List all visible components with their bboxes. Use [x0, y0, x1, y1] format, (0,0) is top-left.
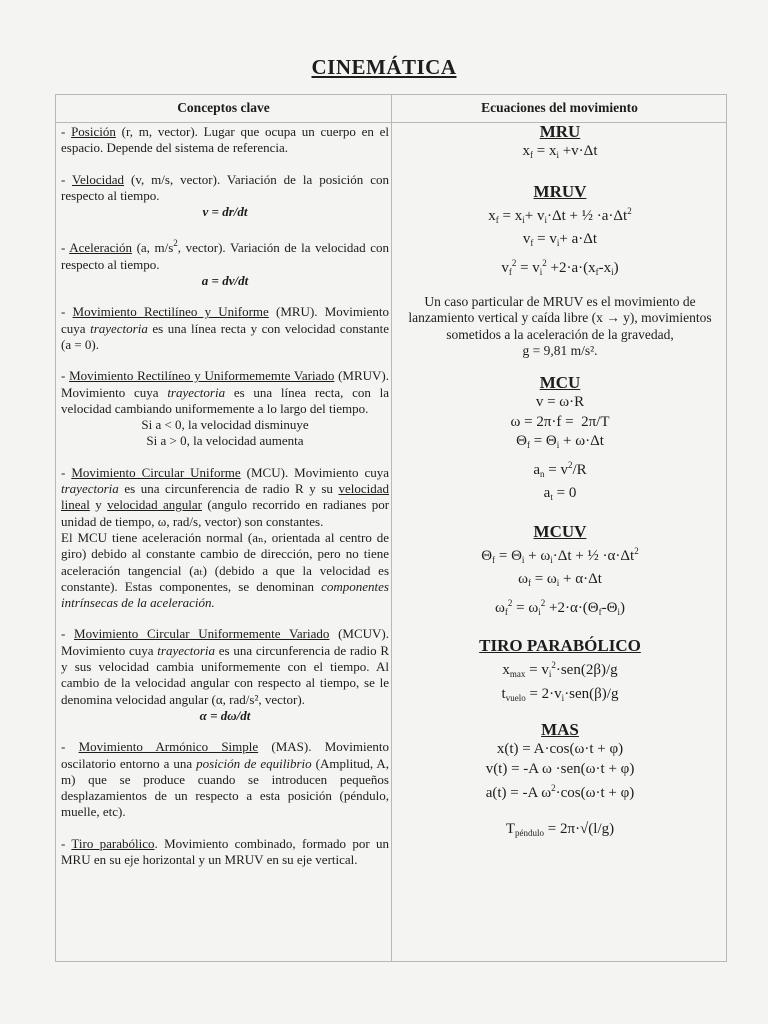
mcu-eq-5: $a_t = 0$ — [543, 485, 577, 503]
mas-eq-2: v(t) = -A ω ·sen(ω·t + φ) — [485, 760, 635, 777]
mas-eq-pendulo: $T_{péndulo} = 2\pi\cdot√(l/g)$ — [505, 820, 615, 838]
header-ecuaciones: Ecuaciones del movimiento — [481, 100, 638, 115]
mruv-eq-3: $v_f^2 = v_i^2 +2\cdot a\cdot(x_f-x_i)$ — [501, 257, 619, 277]
mruv-eq-2: $v_f = v_i+ a\cdot\Delta t$ — [522, 231, 598, 248]
concept-mcu: - Movimiento Circular Uniforme (MCU). Movimiento cuya trayectoria es una circunferencia de radio R y su velocidad lineal y velocidad angular (angulo recorrido en radianes por unidad de tiempo, ω, rad/s, vector) son constantes. — [61, 464, 390, 529]
mcuv-title: MCUV — [533, 521, 587, 541]
gravity-value: g = 9,81 m/s². — [522, 342, 598, 358]
mcuv-eq-2: $\omega_f = \omega_i + \alpha\cdot\Delta t$ — [518, 571, 602, 589]
mru-eq: $x_f = x_i +v\cdot\Delta t$ — [522, 143, 598, 160]
mruv-case-negative: Si a < 0, la velocidad disminuye — [141, 417, 309, 433]
mruv-eq-1: $x_f = x_i+ v_i\cdot\Delta t$ + ½ $\cdot a\cdot\Delta t^2$ — [488, 205, 632, 225]
mcu-eq-2: ω = 2π·f = 2π/T — [510, 413, 610, 430]
mcu-eq-3: $\Theta_f = \Theta_i + \omega\cdot\Delta t$ — [516, 433, 604, 451]
mcuv-eq-1: $\Theta_f = \Theta_i + \omega_i\cdot\Delta t$ + ½ $\cdot\alpha\cdot\Delta t^2$ — [481, 545, 639, 565]
concept-mcu-detail: El MCU tiene aceleración normal (aₙ, orientada al centro de giro) debido al constante cambio de dirección, pero no tiene aceleración tangencial (aₜ) (debido a que la velocidad es constante). Estas componentes, se denominan componentes intrínsecas de la aceleración. — [61, 529, 389, 611]
equations-column — [396, 122, 724, 843]
formula-velocidad: v = dr/dt — [202, 204, 248, 220]
mru-title: MRU — [539, 122, 581, 141]
concept-tiro: - Tiro parabólico. Movimiento combinado, formado por un MRU en su eje horizontal y un MRUV en su eje vertical. — [61, 835, 389, 867]
concept-posicion: - Posición (r, m, vector). Lugar que ocupa un cuerpo en el espacio. Depende del sistema de referencia. — [61, 124, 389, 156]
mruv-case-positive: Si a > 0, la velocidad aumenta — [146, 433, 304, 449]
page-title: CINEMÁTICA — [311, 55, 457, 79]
column-divider — [391, 95, 392, 961]
concept-mcuv: - Movimiento Circular Uniformemente Variado (MCUV). Movimiento cuya trayectoria es una circunferencia de radio R y sus velocidad cambia uniformemente con el tiempo. Al cambio de la velocidad angular con respecto al tiempo, se le denomina velocidad angular (α, rad/s², vector). — [61, 626, 389, 707]
concept-mas: - Movimiento Armónico Simple (MAS). Movimiento oscilatorio entorno a una posición de equilibrio (Amplitud, A, m) que se produce cuando se introducen pequeños desplazamientos de un respecto a esta posición (péndulo, muelle, etc). — [61, 739, 389, 820]
concepts-column — [61, 124, 389, 868]
concept-mru: - Movimiento Rectilíneo y Uniforme (MRU). Movimiento cuya trayectoria es una línea recta y con velocidad constante (a = 0). — [61, 304, 390, 352]
mcu-eq-4: $a_n = v^2/R$ — [533, 459, 587, 479]
tiro-eq-1: $x_{max} = v_i^2\cdot sen(2\beta)/g$ — [502, 660, 618, 680]
tiro-title: TIRO PARABÓLICO — [479, 636, 641, 656]
concept-velocidad: - Velocidad (v, m/s, vector). Variación de la posición con respecto al tiempo. — [61, 171, 389, 203]
formula-aceleracion: a = dv/dt — [201, 273, 249, 289]
mruv-note: Un caso particular de MRUV es el movimiento de lanzamiento vertical y caída libre (x → y), movimientos sometidos a la aceleración de la gravedad, — [408, 294, 712, 342]
concept-mruv: - Movimiento Rectilíneo y Uniformememte Variado (MRUV). Movimiento cuya trayectoria es una línea recta, con la velocidad cambiando uniformemente a lo largo del tiempo. — [61, 368, 390, 416]
mas-title: MAS — [541, 720, 579, 740]
mcu-eq-1: v = ω·R — [535, 394, 585, 411]
header-conceptos: Conceptos clave — [177, 100, 270, 115]
mcuv-eq-3: $\omega_f^2 = \omega_i^2 +2\cdot\alpha\cdot(\Theta_f-\Theta_i)$ — [495, 597, 625, 617]
mas-eq-3: a(t) = -A $\omega^2\cdot\cos(\omega\cdot t + \varphi)$ — [485, 783, 635, 802]
mcu-title: MCU — [539, 373, 581, 393]
formula-alpha: α = dω/dt — [199, 707, 251, 723]
tiro-eq-2: $t_{vuelo} = 2\cdot v_i\cdot sen(\beta)/g$ — [501, 685, 619, 703]
mruv-title: MRUV — [533, 181, 587, 201]
concepts-table — [55, 94, 727, 962]
mas-eq-1: x(t) = A·cos(ω·t + φ) — [496, 741, 624, 758]
concept-aceleracion: - Aceleración (a, $m/s^2$, vector). Variación de la velocidad con respecto al tiempo. — [61, 238, 390, 272]
